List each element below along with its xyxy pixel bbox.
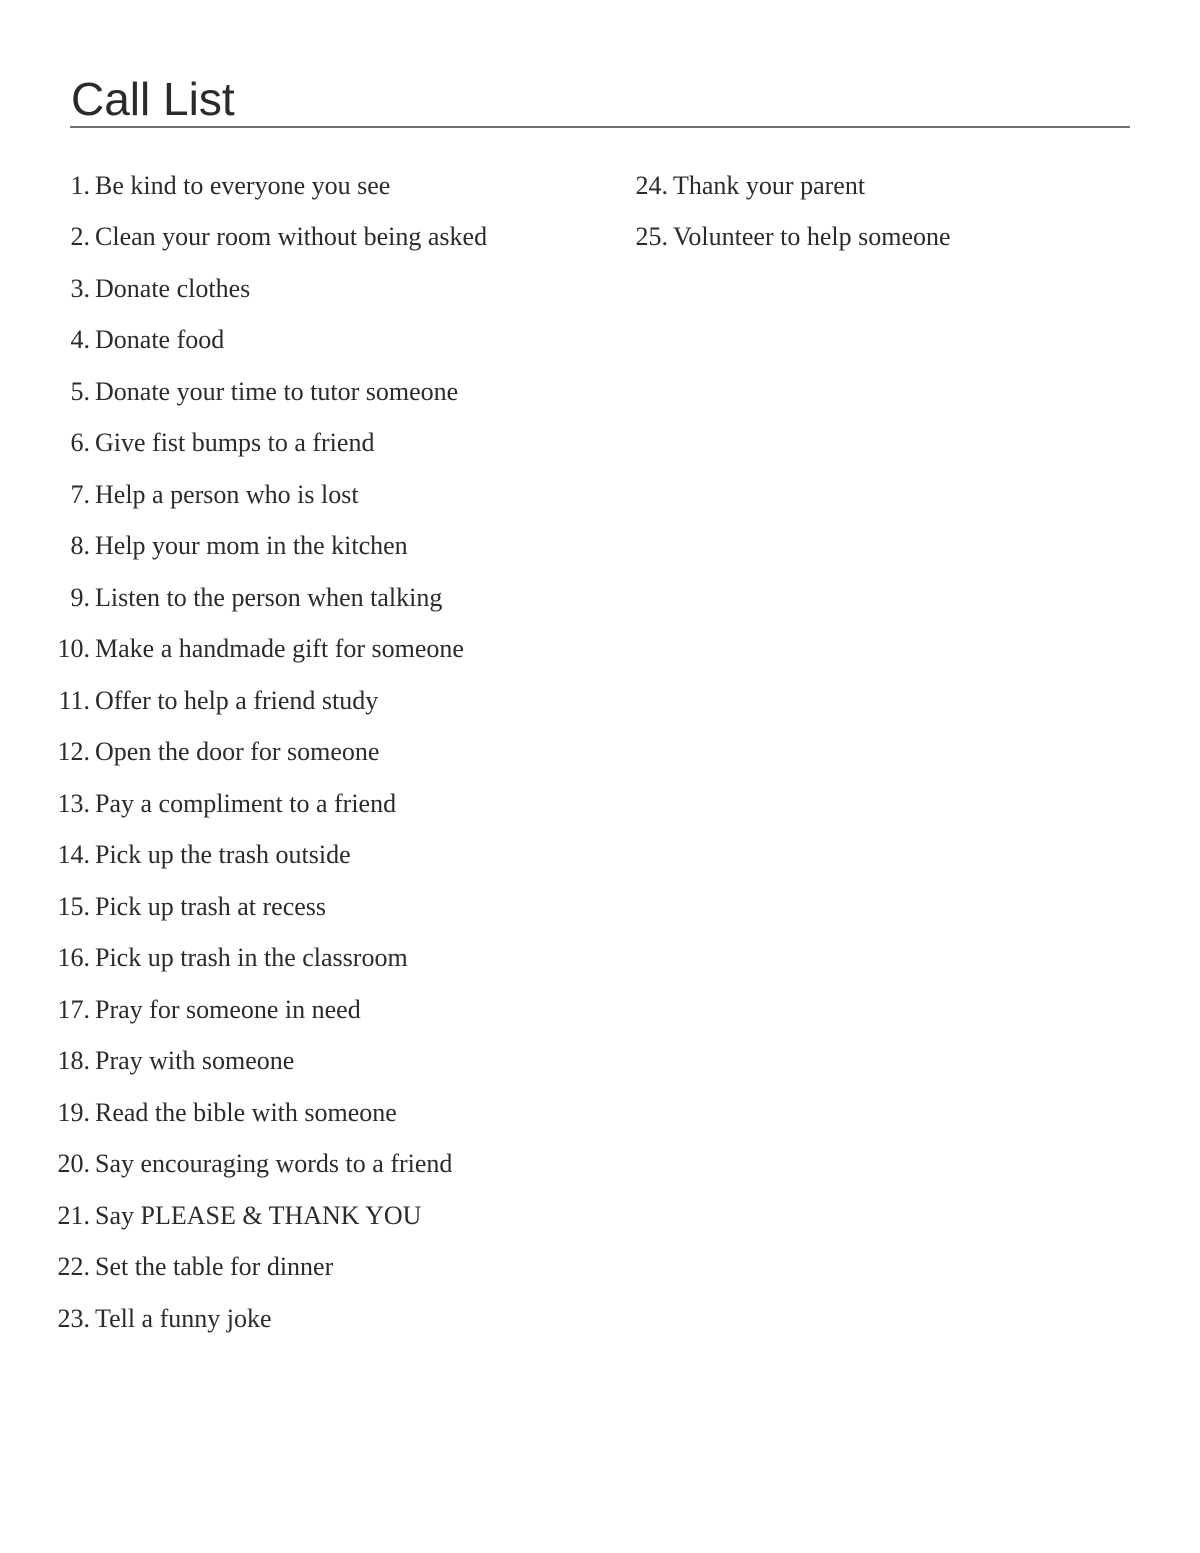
list-item-number: 5.	[70, 376, 90, 406]
list-item-number: 22.	[57, 1252, 90, 1282]
list-item-number: 9.	[70, 582, 90, 612]
list-item	[40, 315, 600, 367]
list-item-text: Make a handmade gift for someone	[95, 634, 464, 664]
list-item	[40, 521, 600, 573]
list-item-text: Donate your time to tutor someone	[95, 376, 459, 406]
list-item-text: Volunteer to help someone	[673, 222, 951, 252]
list-item	[40, 933, 600, 985]
list-item	[40, 160, 600, 212]
list-item-number: 18.	[57, 1046, 90, 1076]
list-item-number: 4.	[70, 325, 90, 355]
list-item-number: 6.	[70, 428, 90, 458]
list-item-number: 13.	[57, 788, 90, 818]
list-item	[40, 1036, 600, 1088]
list-item-text: Pay a compliment to a friend	[95, 788, 397, 818]
list-item-text: Pick up the trash outside	[95, 840, 351, 870]
list-item-text: Pick up trash at recess	[95, 891, 327, 921]
list-item-number: 1.	[70, 170, 90, 200]
list-item-text: Donate food	[95, 325, 225, 355]
list-item-number: 15.	[57, 891, 90, 921]
list-item	[40, 1293, 600, 1345]
list-item-text: Pray with someone	[95, 1046, 295, 1076]
list-item	[40, 469, 600, 521]
list-item-number: 23.	[57, 1303, 90, 1333]
list-item-number: 8.	[70, 531, 90, 561]
list-item	[40, 881, 600, 933]
list-item	[40, 366, 600, 418]
list-item-number: 17.	[57, 994, 90, 1024]
list-item-text: Help a person who is lost	[95, 479, 359, 509]
list-item-text: Thank your parent	[673, 170, 866, 200]
list-item-number: 21.	[57, 1200, 90, 1230]
list-item-number: 7.	[70, 479, 90, 509]
list-item	[40, 675, 600, 727]
list-item-text: Pray for someone in need	[95, 994, 361, 1024]
list-item	[40, 1190, 600, 1242]
page-title: Call List	[71, 73, 235, 125]
call-list-column-right	[620, 160, 1140, 263]
list-item	[40, 830, 600, 882]
list-item	[40, 1139, 600, 1191]
list-item-text: Be kind to everyone you see	[95, 170, 391, 200]
list-item-number: 14.	[57, 840, 90, 870]
list-item-text: Tell a funny joke	[95, 1303, 272, 1333]
list-item	[40, 212, 600, 264]
list-item-text: Offer to help a friend study	[95, 685, 379, 715]
list-item-number: 2.	[70, 222, 90, 252]
list-item	[40, 727, 600, 779]
list-item	[40, 572, 600, 624]
list-item-number: 16.	[57, 943, 90, 973]
list-item	[40, 418, 600, 470]
list-item-text: Help your mom in the kitchen	[95, 531, 408, 561]
title-divider	[70, 126, 1130, 128]
list-item-text: Say encouraging words to a friend	[95, 1149, 453, 1179]
list-item-text: Give fist bumps to a friend	[95, 428, 375, 458]
list-item-text: Pick up trash in the classroom	[95, 943, 408, 973]
list-item	[40, 778, 600, 830]
list-item	[620, 160, 1140, 212]
list-item-number: 12.	[57, 737, 90, 767]
call-list-column-left	[40, 160, 600, 1345]
list-item-number: 10.	[57, 634, 90, 664]
list-item-text: Clean your room without being asked	[95, 222, 488, 252]
list-item-number: 3.	[70, 273, 90, 303]
list-item-text: Open the door for someone	[95, 737, 380, 767]
list-item-number: 19.	[57, 1097, 90, 1127]
list-item-number: 24.	[635, 170, 668, 200]
list-item-text: Set the table for dinner	[95, 1252, 334, 1282]
list-item	[40, 1087, 600, 1139]
list-item-number: 20.	[57, 1149, 90, 1179]
list-item	[40, 263, 600, 315]
list-item-text: Listen to the person when talking	[95, 582, 443, 612]
list-item-text: Read the bible with someone	[95, 1097, 397, 1127]
list-item-text: Donate clothes	[95, 273, 251, 303]
list-item-number: 25.	[635, 222, 668, 252]
list-item-text: Say PLEASE & THANK YOU	[95, 1200, 422, 1230]
list-item-number: 11.	[58, 685, 90, 715]
list-item	[620, 212, 1140, 264]
list-item	[40, 624, 600, 676]
list-item	[40, 984, 600, 1036]
list-item	[40, 1242, 600, 1294]
